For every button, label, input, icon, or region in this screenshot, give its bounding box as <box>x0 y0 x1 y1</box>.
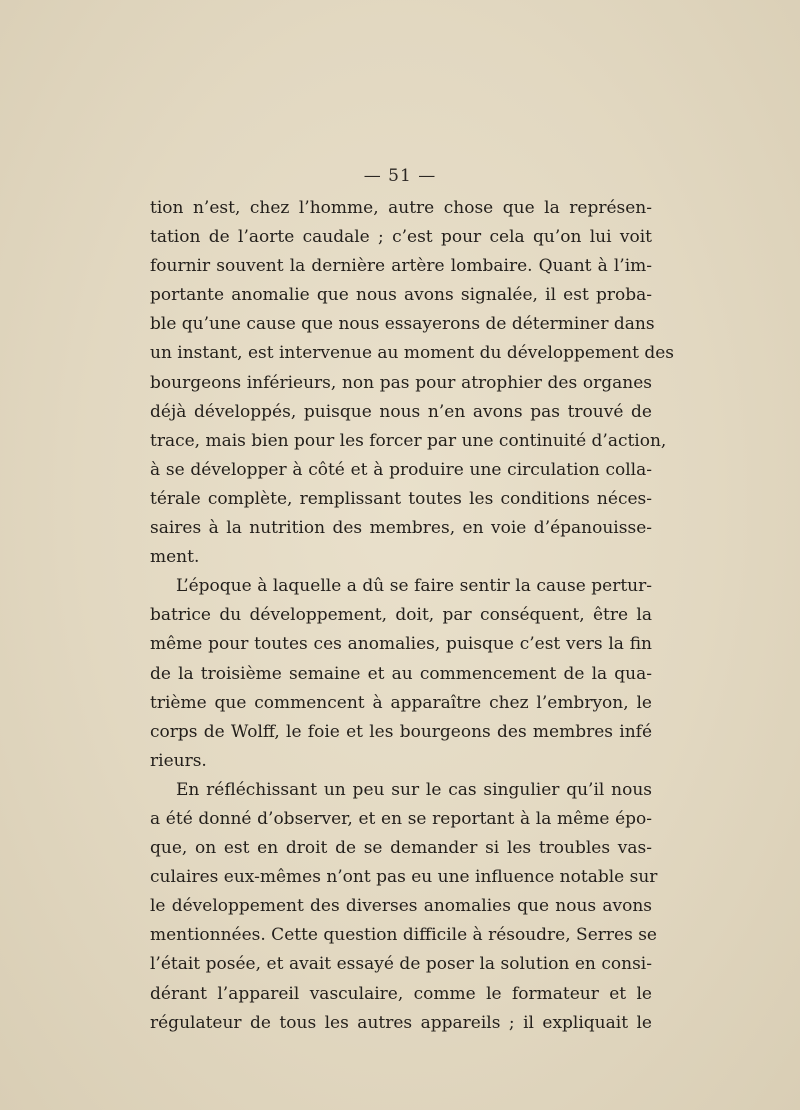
text-line: ment. <box>150 547 200 568</box>
text-line: à se développer à côté et à produire une circulation colla- <box>150 459 652 480</box>
text-line: tion n’est, chez l’homme, autre chose que la représen- <box>150 198 652 218</box>
text-line: tation de l’aorte caudale ; c’est pour cela qu’on lui voit <box>150 227 652 248</box>
text-line: le développement des diverses anomalies que nous avons <box>150 896 652 917</box>
text-line: portante anomalie que nous avons signalée, il est proba- <box>150 285 652 306</box>
paragraph <box>150 776 658 1038</box>
page-text <box>150 194 674 1038</box>
text-line: déjà développés, puisque nous n’en avons pas trouvé de <box>150 401 652 422</box>
text-line: trace, mais bien pour les forcer par une continuité d’action, <box>150 430 667 451</box>
text-line: En réfléchissant un peu sur le cas singulier qu’il nous <box>176 779 652 800</box>
text-line: corps de Wolff, le foie et les bourgeons des membres infé <box>150 721 652 742</box>
text-line: ble qu’une cause que nous essayerons de déterminer dans <box>150 314 655 335</box>
text-line: mentionnées. Cette question difficile à résoudre, Serres se <box>150 925 657 946</box>
text-line: l’était posée, et avait essayé de poser la solution en consi- <box>150 954 652 975</box>
text-line: de la troisième semaine et au commencement de la qua- <box>150 663 652 684</box>
paragraph <box>150 194 674 572</box>
paragraph <box>150 572 652 776</box>
text-line: bourgeons inférieurs, non pas pour atrophier des organes <box>150 372 652 393</box>
text-line: a été donné d’observer, et en se reportant à la même épo- <box>150 808 652 829</box>
text-line: dérant l’appareil vasculaire, comme le formateur et le <box>150 983 652 1004</box>
text-line: que, on est en droit de se demander si les troubles vas- <box>150 838 652 859</box>
text-line: même pour toutes ces anomalies, puisque c’est vers la fin <box>150 634 652 655</box>
text-line: un instant, est intervenue au moment du développement des <box>150 343 674 364</box>
page-number: — 51 — <box>363 166 437 186</box>
text-line: culaires eux-mêmes n’ont pas eu une influence notable sur <box>150 867 658 888</box>
text-line: saires à la nutrition des membres, en voie d’épanouisse- <box>150 518 652 539</box>
text-line: régulateur de tous les autres appareils ; il expliquait le <box>150 1012 652 1033</box>
text-line: L’époque à laquelle a dû se faire sentir la cause pertur- <box>176 576 652 597</box>
text-line: batrice du développement, doit, par conséquent, être la <box>150 605 652 626</box>
text-line: térale complète, remplissant toutes les conditions néces- <box>150 488 652 509</box>
text-line: rieurs. <box>150 750 207 771</box>
text-line: fournir souvent la dernière artère lombaire. Quant à l’im- <box>150 256 652 277</box>
text-line: trième que commencent à apparaître chez l’embryon, le <box>150 692 652 713</box>
